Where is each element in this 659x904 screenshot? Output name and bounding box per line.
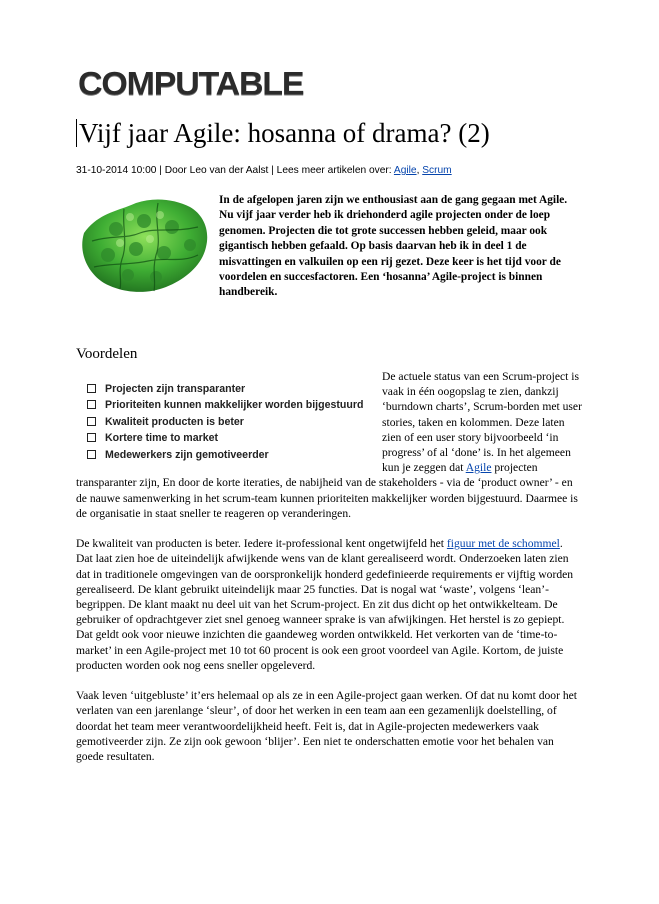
computable-logo: COMPUTABLE (78, 66, 304, 103)
meta-separator: , (416, 165, 423, 176)
meta-date-author: 31-10-2014 10:00 | Door Leo van der Aalst | Lees meer artikelen over: (76, 165, 394, 176)
advantage-item: Kortere time to market (84, 430, 374, 446)
article-title (76, 118, 490, 149)
article-intro (76, 193, 582, 301)
tag-link-scrum[interactable]: Scrum (422, 165, 452, 176)
inline-link-schommel[interactable]: figuur met de schommel (446, 537, 560, 551)
intro-text: In de afgelopen jaren zijn we enthousiast aan de gang gegaan met Agile. Nu vijf jaar verder heb ik driehonderd agile projecten onder de loep genomen. Projecten die tot grote successen hebben geleid, maar ook gigantisch hebben gefaald. Op basis daarvan heb ik in deel 1 de misvattingen en valkuilen op een rij gezet. Deze keer is het tijd voor de voordelen en succesfactoren. Een ‘hosanna’ Agile-project is binnen handbereik. (219, 194, 568, 299)
inline-link-agile[interactable]: Agile (465, 461, 492, 475)
body-paragraph: De actuele status van een Scrum-project is vaak in één oogopslag te zien, dankzij ‘burndown charts’, Scrum-borden met user stories, taken en kolommen. Deze laten zien of een user story bijvoorbeeld ‘in progress’ of al ‘done’ is. In het algemeen kun je zeggen dat Agile projecten transparanter zijn, En door de korte iteraties, de nabijheid van de stakeholders - via de ‘product owner’ - en de nauwe samenwerking in het scrum-team kunnen prioriteiten makkelijker worden bijgestuurd. Daarmee is de organisatie in staat sneller te reageren op veranderingen. (76, 370, 582, 520)
body-paragraph: De kwaliteit van producten is beter. Iedere it-professional kent ongetwijfeld het figuur met de schommel. Dat laat zien hoe de uiteindelijk afwijkende wens van de klant gerealiseerd wordt. Onderzoeken laten zien dat in traditionele omgevingen van de oorspronkelijk honderd gedefinieerde requirements er vijftig worden gerealiseerd. De klant gebruikt uiteindelijk maar 25 functies. Dat is nogal wat ‘waste’, volgens ‘lean’-begrippen. De klant maakt nu deel uit van het Scrum-project. En zit dus dicht op het ontwikkelteam. De gebruiker of opdrachtgever ziet snel genoeg wanneer sprake is van afwijkingen. Het herstel is zo gepiept. Dat geldt ook voor nieuwe inzichten die gaandeweg worden ontwikkeld. Het verkorten van de ‘time-to-market’ in een Agile-project met 10 tot 60 procent is ook een groot voordeel van Agile. Kortom, de juiste producten worden ook nog eens sneller opgeleverd. (76, 537, 574, 672)
body-paragraph: Vaak leven ‘uitgebluste’ it’ers helemaal op als ze in een Agile-project gaan werken. Of dat nu komt door het verlaten van een jarenlange ‘sleur’, of door het werken in een team aan een gezamenlijk doelstelling, of doordat het team meer verantwoordelijkheid heeft. Feit is, dat in Agile-projecten medewerkers vaak gemotiveerder zijn. Ze zijn ook gewoon ‘blijer’. Een niet te onderschatten emotie voor het behalen van goede resultaten. (76, 689, 578, 764)
text-caret (76, 119, 77, 147)
advantage-item: Projecten zijn transparanter (84, 381, 374, 397)
article-body (76, 369, 582, 779)
advantage-item: Prioriteiten kunnen makkelijker worden bijgestuurd (84, 397, 374, 413)
section-heading-voordelen: Voordelen (76, 346, 138, 362)
article-meta (76, 165, 452, 176)
advantage-item: Medewerkers zijn gemotiveerder (84, 447, 374, 463)
advantage-item: Kwaliteit producten is beter (84, 414, 374, 430)
tag-link-agile[interactable]: Agile (393, 165, 417, 176)
article-title-text: Vijf jaar Agile: hosanna of drama? (2) (79, 118, 490, 148)
